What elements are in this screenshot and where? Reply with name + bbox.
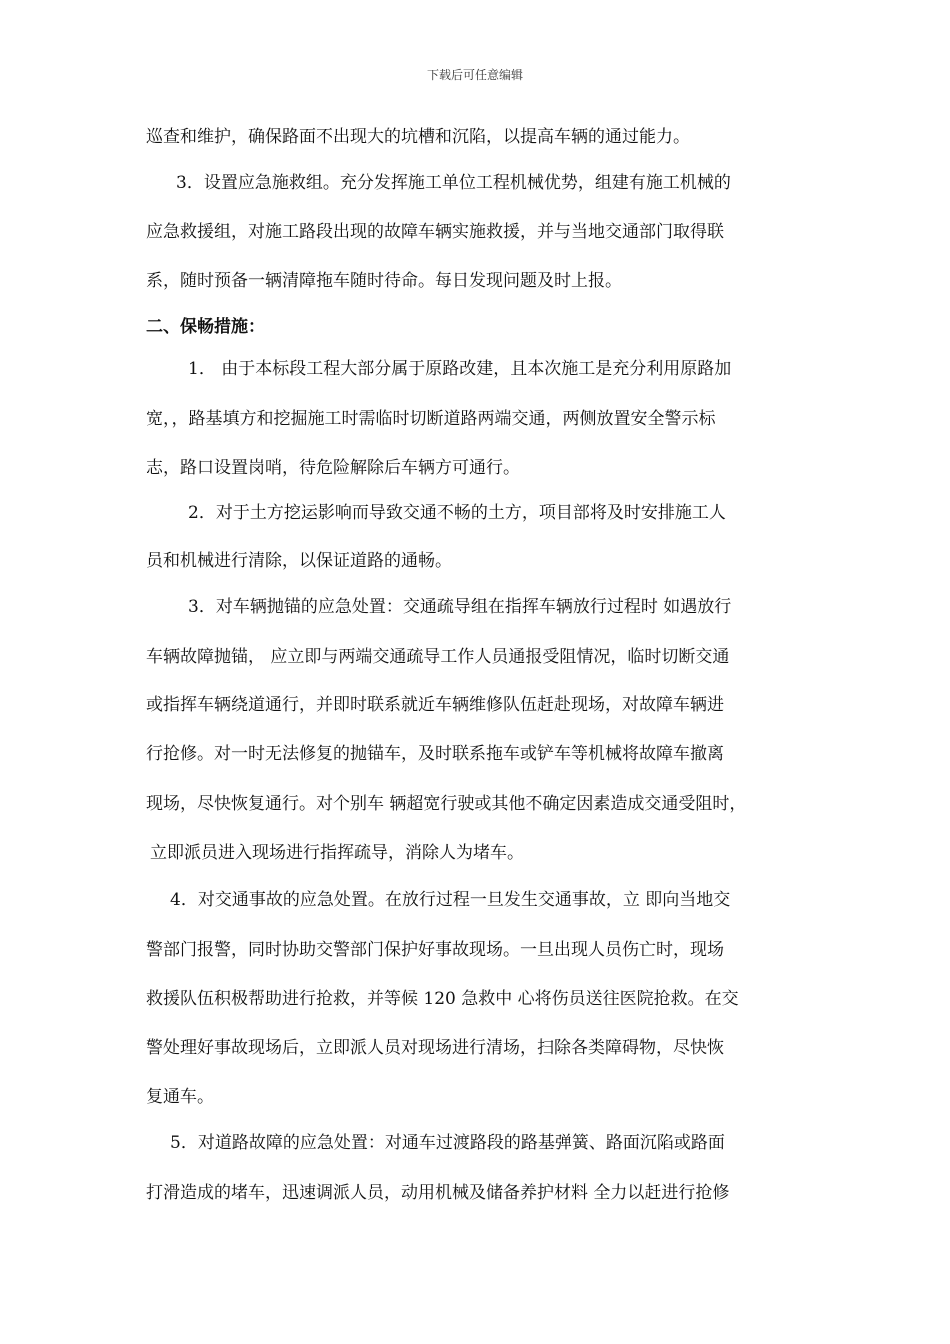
paragraph-line: 或指挥车辆绕道通行，并即时联系就近车辆维修队伍赶赴现场，对故障车辆进 — [146, 695, 724, 715]
paragraph-line: 复通车。 — [146, 1087, 214, 1107]
paragraph-line: 打滑造成的堵车，迅速调派人员，动用机械及储备养护材料 全力以赶进行抢修 — [146, 1183, 730, 1203]
paragraph-line: 3．对车辆抛锚的应急处置：交通疏导组在指挥车辆放行过程时 如遇放行 — [188, 597, 732, 617]
paragraph-line: 救援队伍积极帮助进行抢救，并等候 120 急救中 心将伤员送往医院抢救。在交 — [146, 989, 739, 1009]
paragraph-line: 系，随时预备一辆清障拖车随时待命。每日发现问题及时上报。 — [146, 271, 622, 291]
paragraph-line: 警处理好事故现场后，立即派人员对现场进行清场，扫除各类障碍物，尽快恢 — [146, 1038, 724, 1058]
paragraph-line: 车辆故障抛锚， 应立即与两端交通疏导工作人员通报受阻情况，临时切断交通 — [146, 647, 730, 667]
paragraph-line: 行抢修。对一时无法修复的抛锚车，及时联系拖车或铲车等机械将故障车撤离 — [146, 744, 724, 764]
paragraph-line: 现场，尽快恢复通行。对个别车 辆超宽行驶或其他不确定因素造成交通受阻时， — [146, 794, 747, 814]
paragraph-line: 4．对交通事故的应急处置。在放行过程一旦发生交通事故，立 即向当地交 — [170, 890, 731, 910]
paragraph-line: 巡查和维护，确保路面不出现大的坑槽和沉陷，以提高车辆的通过能力。 — [146, 127, 690, 147]
paragraph-line: 5．对道路故障的应急处置：对通车过渡路段的路基弹簧、路面沉陷或路面 — [170, 1133, 725, 1153]
paragraph-line: 2．对于土方挖运影响而导致交通不畅的土方，项目部将及时安排施工人 — [188, 503, 726, 523]
paragraph-line: 志，路口设置岗哨，待危险解除后车辆方可通行。 — [146, 458, 520, 478]
paragraph-line: 警部门报警，同时协助交警部门保护好事故现场。一旦出现人员伤亡时，现场 — [146, 940, 724, 960]
paragraph-line: 3．设置应急施救组。充分发挥施工单位工程机械优势，组建有施工机械的 — [176, 173, 731, 193]
section-heading: 二、保畅措施： — [146, 317, 265, 337]
page-header-note: 下载后可任意编辑 — [426, 68, 523, 82]
paragraph-line: 员和机械进行清除，以保证道路的通畅。 — [146, 551, 452, 571]
paragraph-line: 立即派员进入现场进行指挥疏导，消除人为堵车。 — [150, 843, 524, 863]
paragraph-line: 应急救援组，对施工路段出现的故障车辆实施救援，并与当地交通部门取得联 — [146, 222, 724, 242]
paragraph-line: 1． 由于本标段工程大部分属于原路改建，且本次施工是充分利用原路加 — [188, 359, 732, 379]
paragraph-line: 宽，，路基填方和挖掘施工时需临时切断道路两端交通，两侧放置安全警示标 — [146, 409, 716, 429]
